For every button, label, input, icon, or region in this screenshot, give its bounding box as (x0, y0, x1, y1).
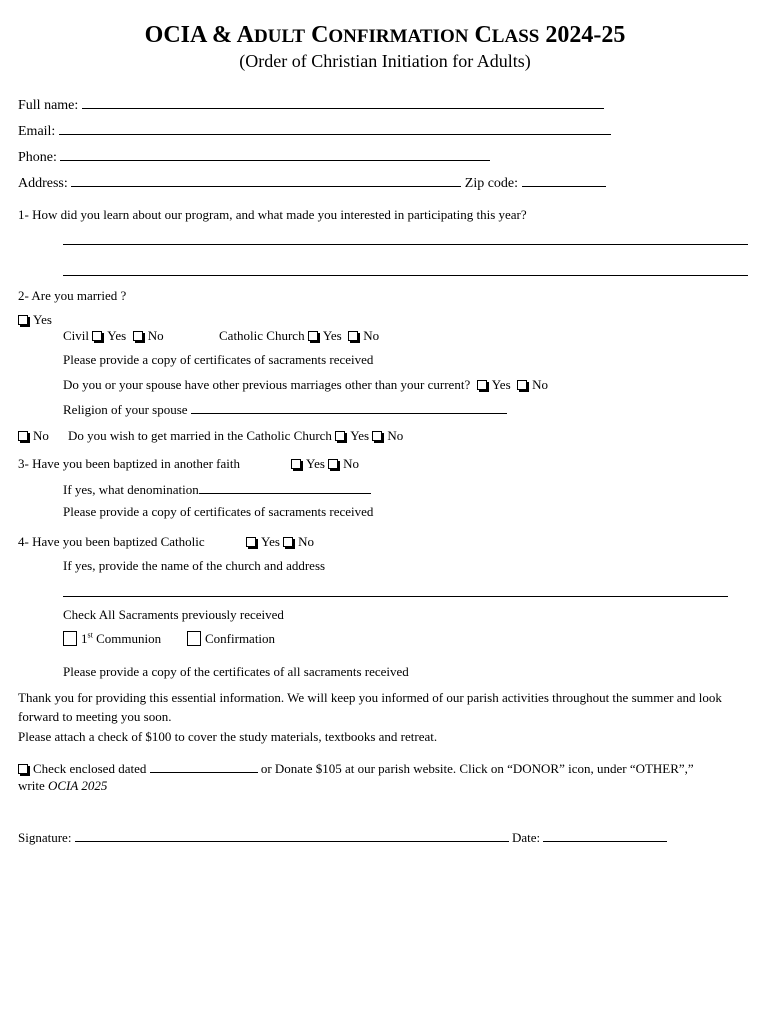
wish-married-no-checkbox[interactable] (372, 431, 382, 441)
catholic-church-no-checkbox[interactable] (348, 331, 358, 341)
q2-certificates-note: Please provide a copy of certificates of sacraments received (63, 352, 374, 367)
full-name-field[interactable]: Full name: (18, 96, 604, 114)
q3-options: Yes No (291, 456, 359, 472)
communion-checkbox[interactable] (63, 631, 77, 646)
zip-label: Zip code: (464, 176, 519, 191)
thank-you-paragraph: Thank you for providing this essential information. We will keep you informed of our parish activities throughout the summer and look forward to meeting you soon. (18, 690, 722, 724)
email-field[interactable]: Email: (18, 122, 611, 140)
zip-line[interactable] (522, 174, 606, 187)
check-enclosed-row: Check enclosed dated or Donate $105 at our parish website. Click on “DONOR” icon, under “OTHER”,” (18, 760, 694, 777)
question-1: 1- How did you learn about our program, and what made you interested in participating this year? (18, 207, 527, 222)
checkbox-icon[interactable] (18, 315, 28, 325)
certificates-all-note: Please provide a copy of the certificates of all sacraments received (63, 664, 409, 679)
previous-marriages-yes-checkbox[interactable] (477, 380, 487, 390)
married-yes-option[interactable]: Yes (18, 312, 52, 328)
write-code-row: write OCIA 2025 (18, 778, 108, 793)
civil-row: Civil Yes No (63, 328, 164, 343)
q1-answer-line-1[interactable] (63, 244, 748, 245)
q3-certificates-note: Please provide a copy of certificates of sacraments received (63, 504, 374, 519)
baptized-catholic-yes-checkbox[interactable] (246, 537, 256, 547)
q4-options: Yes No (246, 534, 314, 550)
church-address-line[interactable] (63, 596, 728, 597)
communion-option[interactable]: 1st Communion (63, 631, 161, 647)
previous-marriages-no-checkbox[interactable] (517, 380, 527, 390)
confirmation-option[interactable]: Confirmation (187, 631, 275, 647)
baptized-other-no-checkbox[interactable] (328, 459, 338, 469)
check-enclosed-checkbox[interactable] (18, 764, 28, 774)
q1-answer-line-2[interactable] (63, 275, 748, 276)
question-3: 3- Have you been baptized in another faith (18, 456, 240, 471)
page-title: OCIA & ADULT CONFIRMATION CLASS 2024-25 (144, 22, 626, 48)
attach-check-note: Please attach a check of $100 to cover the study materials, textbooks and retreat. (18, 729, 438, 744)
wish-married-yes-checkbox[interactable] (335, 431, 345, 441)
wish-married-row: Do you wish to get married in the Catholic Church Yes No (68, 428, 404, 443)
catholic-church-yes-checkbox[interactable] (308, 331, 318, 341)
religion-spouse-field[interactable]: Religion of your spouse (63, 401, 507, 418)
question-4: 4- Have you been baptized Catholic (18, 534, 205, 549)
baptized-other-yes-checkbox[interactable] (291, 459, 301, 469)
signature-line[interactable] (75, 829, 509, 842)
donation-memo-code: OCIA 2025 (47, 778, 108, 793)
catholic-church-row: Catholic Church Yes No (219, 328, 380, 343)
full-name-line[interactable] (82, 96, 604, 109)
page-subtitle: (Order of Christian Initiation for Adults) (239, 51, 531, 71)
denomination-line[interactable] (199, 481, 371, 494)
baptized-catholic-no-checkbox[interactable] (283, 537, 293, 547)
date-line[interactable] (543, 829, 667, 842)
checkbox-icon[interactable] (18, 431, 28, 441)
phone-field[interactable]: Phone: (18, 148, 490, 166)
married-no-option[interactable]: No (18, 428, 49, 444)
denomination-field[interactable]: If yes, what denomination (63, 481, 371, 498)
church-address-prompt: If yes, provide the name of the church and address (63, 558, 326, 573)
previous-marriages-row: Do you or your spouse have other previous marriages other than your current? Yes No (63, 377, 549, 392)
religion-spouse-line[interactable] (191, 401, 507, 414)
address-field[interactable]: Address: Zip code: (18, 174, 606, 192)
check-date-line[interactable] (150, 760, 258, 773)
confirmation-checkbox[interactable] (187, 631, 201, 646)
signature-row: Signature: Date: (18, 829, 667, 846)
check-all-sacraments: Check All Sacraments previously received (63, 607, 284, 622)
phone-line[interactable] (60, 148, 490, 161)
civil-no-checkbox[interactable] (133, 331, 143, 341)
civil-yes-checkbox[interactable] (92, 331, 102, 341)
email-line[interactable] (59, 122, 611, 135)
question-2: 2- Are you married ? (18, 288, 127, 303)
address-line[interactable] (71, 174, 461, 187)
